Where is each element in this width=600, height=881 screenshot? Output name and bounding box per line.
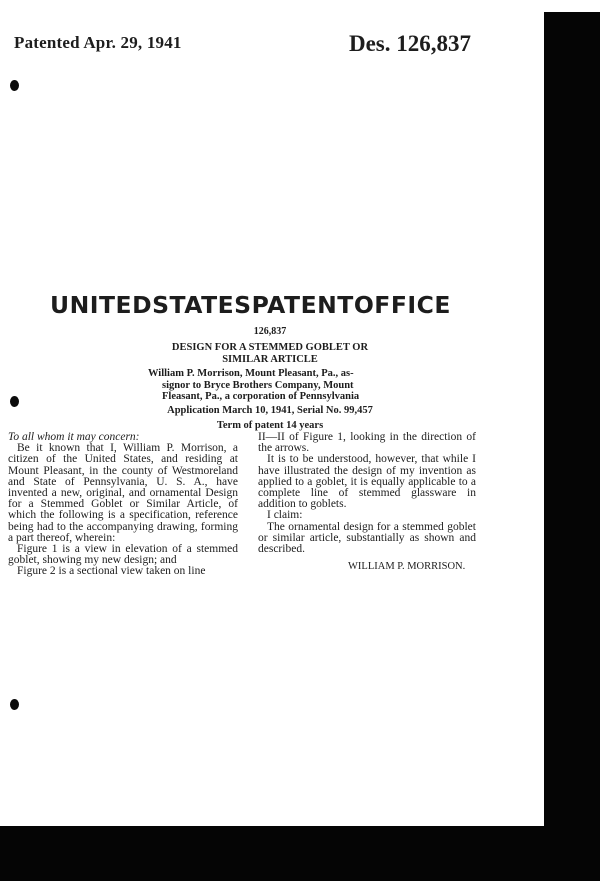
design-title-line: DESIGN FOR A STEMMED GOBLET OR [171,342,369,353]
patent-number: 126,837 [253,326,287,337]
body-paragraph: It is to be understood, however, that while I have illustrated the design of my invention as applied to a goblet, it is equally applicable to a complete line of stemmed glassware in addition to goblets. [258,453,476,511]
claim-text: The ornamental design for a stemmed goblet or similar article, substantially as shown and described. [258,520,476,556]
office-heading [50,291,451,319]
office-word: OFFICE [353,291,451,319]
design-number: Des. 126,837 [348,31,471,56]
design-title [120,342,420,365]
body-left-column [8,432,238,578]
inventor-line: Fleasant, Pa., a corporation of Pennsylvania [162,391,360,402]
binder-hole-bottom [10,699,19,710]
scan-border-right [544,12,600,881]
office-word: PATENT [251,291,354,319]
office-word: STATES [152,291,252,319]
patented-date: Patented Apr. 29, 1941 [14,33,182,52]
binder-hole-top [10,80,19,91]
patent-term: Term of patent 14 years [216,420,324,431]
body-paragraph: Figure 2 is a sectional view taken on line [17,565,206,578]
body-paragraph: Figure 1 is a view in elevation of a stemmed goblet, showing my new design; and [8,543,238,567]
binder-hole-middle [10,396,19,407]
body-paragraph-continued: II—II of Figure 1, looking in the direction of the arrows. [258,431,476,455]
application-line: Application March 10, 1941, Serial No. 99,457 [167,405,373,416]
inventor-line: signor to Bryce Brothers Company, Mount [162,379,354,391]
office-word: UNITED [50,291,153,319]
body-right-column [258,432,476,572]
inventor-line: William P. Morrison, Mount Pleasant, Pa., as- [148,368,354,379]
body-paragraph: Be it known that I, William P. Morrison, a citizen of the United States, and residing at Mount Pleasant, in the county of Westmoreland and State of Pennsylvania, U. S. A., have invented a new, original, and ornamental Design for a Stemmed Goblet or Similar Article, of which the following is a specification, reference being had to the accompanying drawing, forming a part thereof, wherein: [8,442,238,544]
signature: WILLIAM P. MORRISON. [348,561,466,573]
inventor-block [148,368,362,403]
claim-heading: I claim: [267,509,303,522]
salutation: To all whom it may concern: [8,431,140,443]
scan-border-bottom [0,826,600,881]
design-title-line: SIMILAR ARTICLE [222,353,318,365]
